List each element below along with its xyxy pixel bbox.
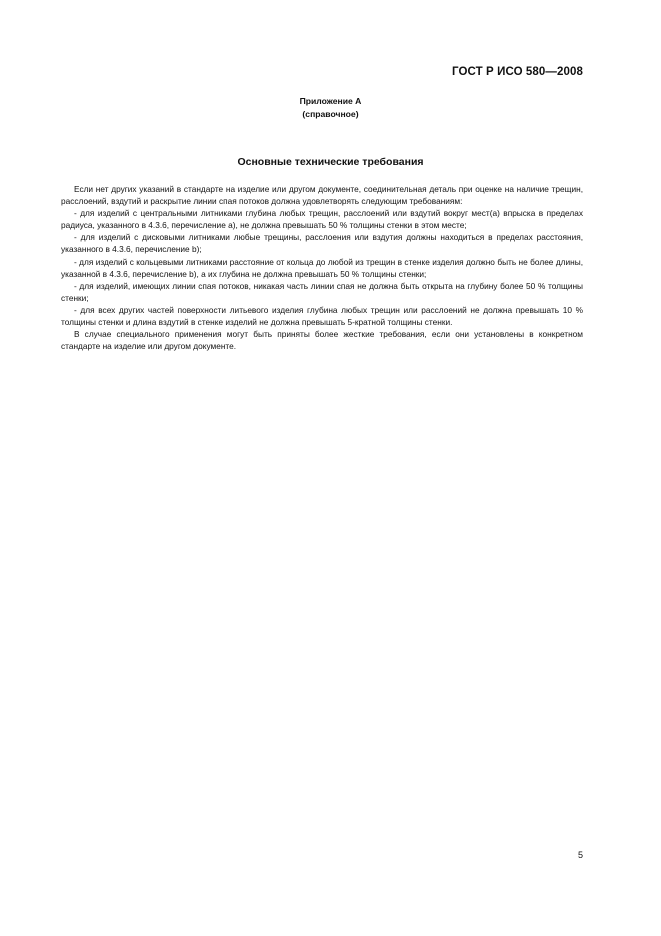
paragraph-ring-gate: - для изделий с кольцевыми литниками расстояние от кольца до любой из трещин в стенке изделия должно быть не более длины, указанной в 4.3.6, перечисление b), а их глубина не должна превышать 50 % толщины стенки; [61,256,583,279]
paragraph-central-gate: - для изделий с центральными литниками глубина любых трещин, расслоений или вздутий вокруг мест(а) впрыска в пределах радиуса, указанного в 4.3.6, перечисление а), не должна превышать 50 % толщины стенки в этом месте; [61,208,583,231]
paragraph-special-application: В случае специального применения могут быть приняты более жесткие требования, если они установлены в конкретном стандарте на изделие или другом документе. [61,329,583,352]
section-heading: Основные технические требования [237,156,424,168]
paragraph-disc-gate: - для изделий с дисковыми литниками любые трещины, расслоения или вздутия должны находиться в пределах расстояния, указанного в 4.3.6, перечисление b); [61,232,583,255]
paragraph-intro: Если нет других указаний в стандарте на изделие или другом документе, соединительная деталь при оценке на наличие трещин, расслоений, вздутий и раскрытие линии спая потоков должна удовлетворять следующим требованиям: [61,184,583,207]
document-code-header: ГОСТ Р ИСО 580—2008 [451,66,583,78]
annex-subtitle: (справочное) [302,109,359,119]
page-number: 5 [577,850,583,860]
annex-title: Приложение А [299,96,362,106]
paragraph-weld-lines: - для изделий, имеющих линии спая потоков, никакая часть линии спая не должна быть открыта на глубину более 50 % толщины стенки; [61,280,583,303]
annex-block [0,95,661,121]
document-body [61,183,583,352]
paragraph-other-parts: - для всех других частей поверхности литьевого изделия глубина любых трещин или расслоений не должна превышать 10 % толщины стенки и длина вздутий в стенке изделий не должна превышать 5-кратной толщины стенки. [61,304,583,328]
